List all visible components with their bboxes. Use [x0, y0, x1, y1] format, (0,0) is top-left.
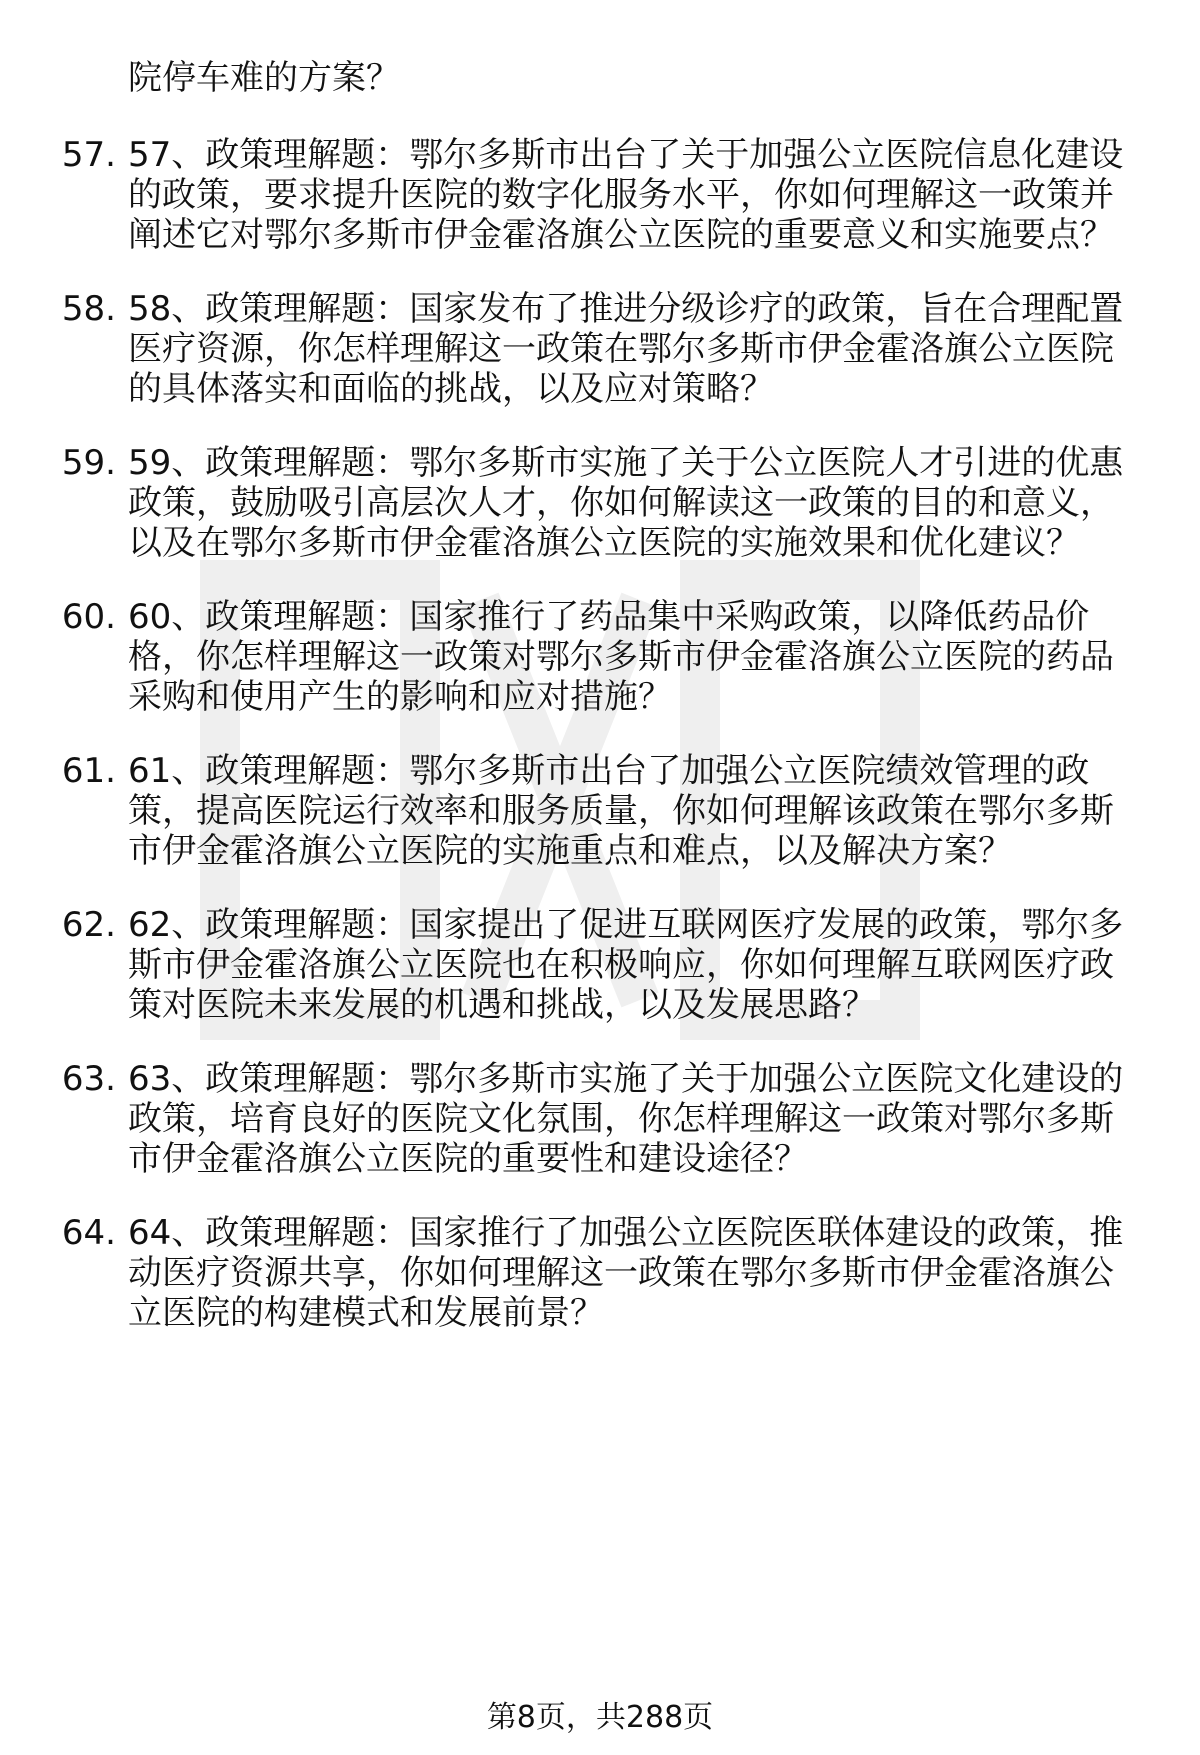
question-item: [0, 751, 1200, 871]
question-text: 61、政策理解题：鄂尔多斯市出台了加强公立医院绩效管理的政策，提高医院运行效率和服务质量，你如何理解该政策在鄂尔多斯市伊金霍洛旗公立医院的实施重点和难点，以及解决方案？: [128, 751, 1114, 871]
question-item: [0, 597, 1200, 717]
question-text: 63、政策理解题：鄂尔多斯市实施了关于加强公立医院文化建设的政策，培育良好的医院文化氛围，你怎样理解这一政策对鄂尔多斯市伊金霍洛旗公立医院的重要性和建设途径？: [128, 1059, 1124, 1179]
continuation-text: 院停车难的方案？: [128, 58, 400, 98]
question-text: 59、政策理解题：鄂尔多斯市实施了关于公立医院人才引进的优惠政策，鼓励吸引高层次人才，你如何解读这一政策的目的和意义，以及在鄂尔多斯市伊金霍洛旗公立医院的实施效果和优化建议？: [128, 443, 1124, 563]
question-list: [0, 135, 1200, 1367]
question-number: 63.: [61, 1059, 116, 1099]
question-number: 61.: [61, 751, 116, 791]
question-item: [0, 135, 1200, 255]
question-text: 58、政策理解题：国家发布了推进分级诊疗的政策，旨在合理配置医疗资源，你怎样理解这一政策在鄂尔多斯市伊金霍洛旗公立医院的具体落实和面临的挑战，以及应对策略？: [128, 289, 1124, 409]
question-number: 64.: [61, 1213, 116, 1253]
question-text: 57、政策理解题：鄂尔多斯市出台了关于加强公立医院信息化建设的政策，要求提升医院的数字化服务水平，你如何理解这一政策并阐述它对鄂尔多斯市伊金霍洛旗公立医院的重要意义和实施要点？: [128, 135, 1124, 255]
question-number: 57.: [61, 135, 116, 175]
question-item: [0, 905, 1200, 1025]
question-text: 60、政策理解题：国家推行了药品集中采购政策，以降低药品价格，你怎样理解这一政策对鄂尔多斯市伊金霍洛旗公立医院的药品采购和使用产生的影响和应对措施？: [128, 597, 1114, 717]
question-item: [0, 1213, 1200, 1333]
question-number: 59.: [61, 443, 116, 483]
question-item: [0, 1059, 1200, 1179]
page-footer: 第8页，共288页: [486, 1700, 714, 1735]
question-text: 64、政策理解题：国家推行了加强公立医院医联体建设的政策，推动医疗资源共享，你如何理解这一政策在鄂尔多斯市伊金霍洛旗公立医院的构建模式和发展前景？: [128, 1213, 1124, 1333]
question-number: 60.: [61, 597, 116, 637]
question-number: 62.: [61, 905, 116, 945]
question-text: 62、政策理解题：国家提出了促进互联网医疗发展的政策，鄂尔多斯市伊金霍洛旗公立医院也在积极响应，你如何理解互联网医疗政策对医院未来发展的机遇和挑战，以及发展思路？: [128, 905, 1124, 1025]
question-item: [0, 443, 1200, 563]
question-number: 58.: [61, 289, 116, 329]
question-item: [0, 289, 1200, 409]
